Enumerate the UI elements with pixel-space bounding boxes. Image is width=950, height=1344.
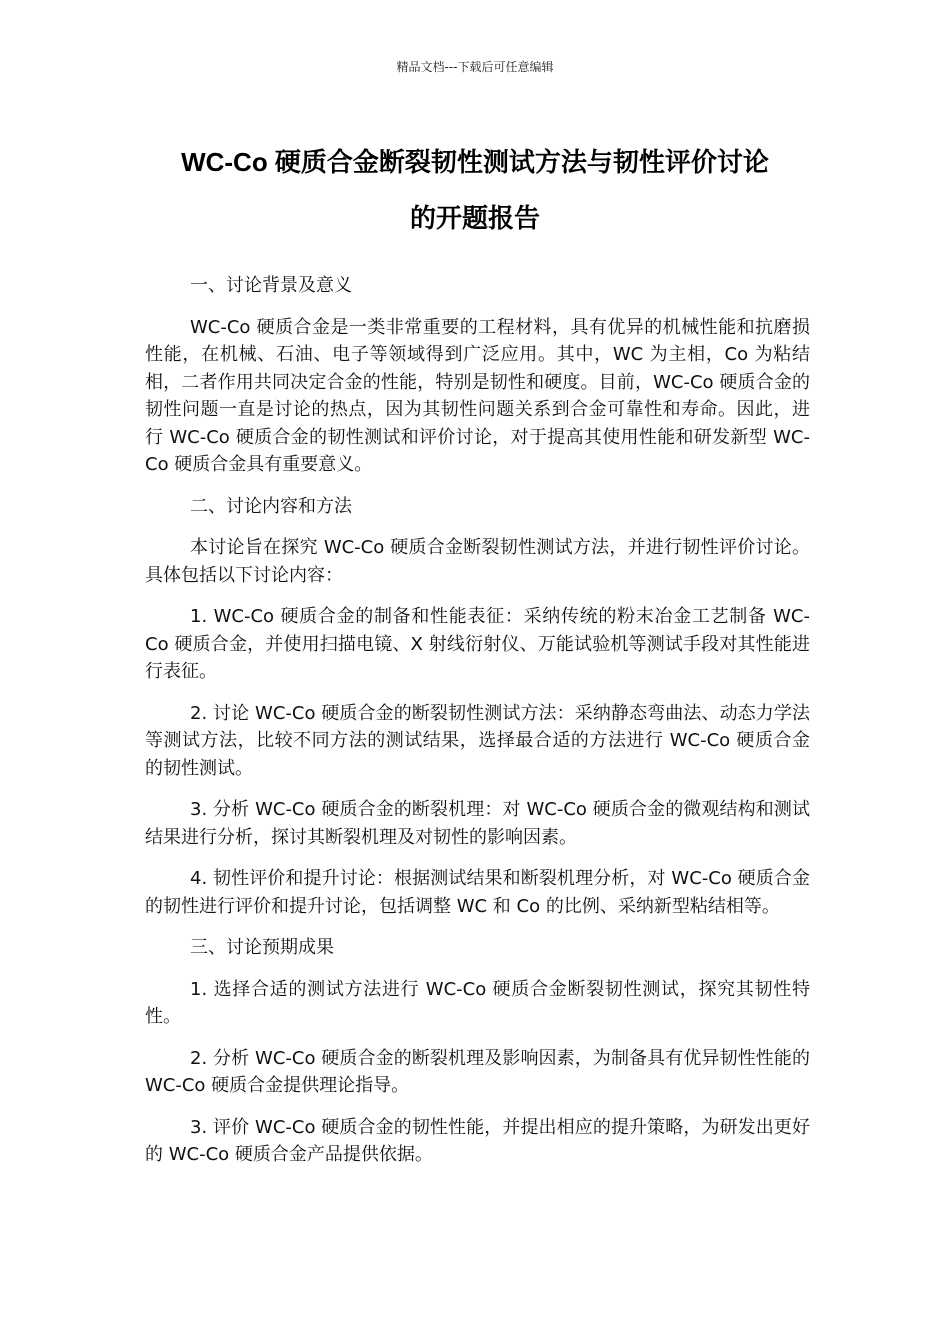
section-3-item-3: 3. 评价 WC-Co 硬质合金的韧性性能，并提出相应的提升策略，为研发出更好的 WC-Co 硬质合金产品提供依据。 xyxy=(145,1116,810,1165)
section-2-heading: 二、讨论内容和方法 xyxy=(190,495,352,517)
section-2-item-3: 3. 分析 WC-Co 硬质合金的断裂机理：对 WC-Co 硬质合金的微观结构和测试结果进行分析，探讨其断裂机理及对韧性的影响因素。 xyxy=(145,799,810,848)
document-body xyxy=(145,272,810,1183)
section-2-item-1: 1. WC-Co 硬质合金的制备和性能表征：采纳传统的粉末冶金工艺制备 WC-Co 硬质合金，并使用扫描电镜、X 射线衍射仪、万能试验机等测试手段对其性能进行表征。 xyxy=(145,606,810,682)
section-1-heading: 一、讨论背景及意义 xyxy=(190,275,352,296)
section-1-paragraph: WC-Co 硬质合金是一类非常重要的工程材料，具有优异的机械性能和抗磨损性能，在机械、石油、电子等领域得到广泛应用。其中，WC 为主相，Co 为粘结相，二者作用共同决定合金的性能，特别是韧性和硬度。目前，WC-Co 硬质合金的韧性问题一直是讨论的热点，因为其韧性问题关系到合金可靠性和寿命。因此，进行 WC-Co 硬质合金的韧性测试和评价讨论，对于提高其使用性能和研发新型 WC-Co 硬质合金具有重要意义。 xyxy=(145,316,810,475)
section-2-intro: 本讨论旨在探究 WC-Co 硬质合金断裂韧性测试方法，并进行韧性评价讨论。具体包括以下讨论内容： xyxy=(145,537,810,586)
section-3-item-2: 2. 分析 WC-Co 硬质合金的断裂机理及影响因素，为制备具有优异韧性性能的 WC-Co 硬质合金提供理论指导。 xyxy=(145,1047,810,1096)
page-header-note: 精品文档---下载后可任意编辑 xyxy=(396,60,554,74)
document-title xyxy=(140,134,810,246)
section-2-item-2: 2. 讨论 WC-Co 硬质合金的断裂韧性测试方法：采纳静态弯曲法、动态力学法等测试方法，比较不同方法的测试结果，选择最合适的方法进行 WC-Co 硬质合金的韧性测试。 xyxy=(145,702,810,779)
section-3-item-1: 1. 选择合适的测试方法进行 WC-Co 硬质合金断裂韧性测试，探究其韧性特性。 xyxy=(145,978,810,1027)
title-line-2: 的开题报告 xyxy=(409,203,540,233)
title-line-1: WC-Co 硬质合金断裂韧性测试方法与韧性评价讨论 xyxy=(181,147,769,177)
section-2-item-4: 4. 韧性评价和提升讨论：根据测试结果和断裂机理分析，对 WC-Co 硬质合金的韧性进行评价和提升讨论，包括调整 WC 和 Co 的比例、采纳新型粘结相等。 xyxy=(145,868,810,917)
section-3-heading: 三、讨论预期成果 xyxy=(190,937,334,958)
